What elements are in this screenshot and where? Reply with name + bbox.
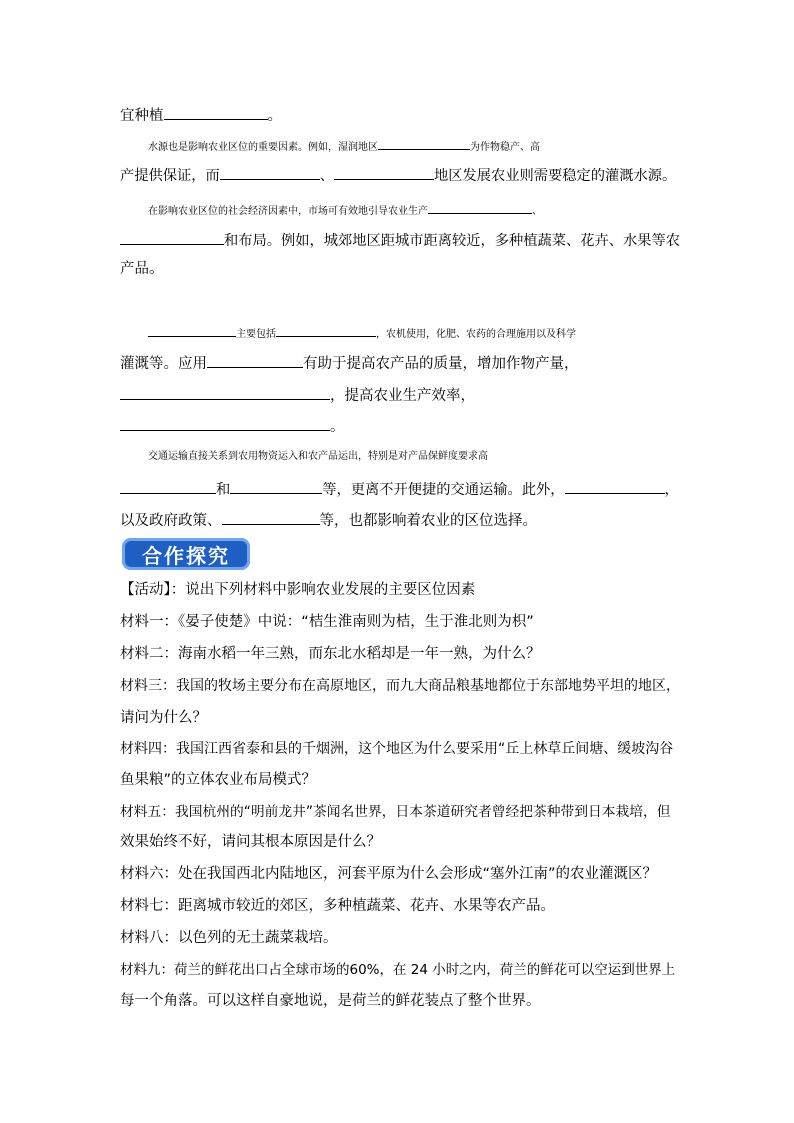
- text: 和: [216, 482, 231, 498]
- fill-line-7: [148, 321, 708, 341]
- blank[interactable]: [428, 198, 532, 214]
- blank[interactable]: [207, 352, 303, 368]
- material-2: 材料二：海南水稻一年三熟，而东北水稻却是一年一熟，为什么？: [120, 646, 541, 662]
- fill-line-1: [120, 104, 680, 124]
- material-4: 材料四：我国江西省泰和县的千烟洲，这个地区为什么要采用“丘上林草丘间塘、缓坡沟谷: [120, 741, 674, 757]
- material-3: 材料三：我国的牧场主要分布在高原地区，而九大商品粮基地都位于东部地势平坦的地区，: [120, 678, 680, 694]
- fill-line-8: [120, 352, 680, 372]
- text: 、: [319, 168, 335, 184]
- text: 为作物稳产、高: [470, 142, 540, 153]
- fill-line-12: [120, 478, 680, 498]
- text: 产提供保证，而: [120, 168, 220, 184]
- text: 在影响农业区位的社会经济因素中，市场可有效地引导农业生产: [148, 206, 428, 217]
- blank[interactable]: [220, 164, 320, 180]
- text: ，提高农业生产效率，: [330, 388, 475, 404]
- text: 有助于提高农产品的质量，增加作物产量，: [303, 356, 579, 372]
- material-9: 材料九：荷兰的鲜花出口占全球市场的60%，在 24 小时之内，荷兰的鲜花可以空运到世界上: [120, 962, 676, 978]
- material-8: 材料八：以色列的无土蔬菜栽培。: [120, 930, 338, 946]
- fill-line-3: [120, 164, 680, 184]
- material-3-cont: 请问为什么？: [120, 710, 207, 726]
- fill-line-10: [120, 415, 680, 435]
- fill-line-9: [120, 384, 680, 404]
- fill-line-2: [148, 134, 708, 154]
- material-7: 材料七：距离城市较近的郊区，多种植蔬菜、花卉、水果等农产品。: [120, 898, 555, 914]
- blank[interactable]: [120, 415, 330, 431]
- text: 、: [532, 206, 542, 217]
- blank[interactable]: [276, 321, 376, 337]
- fill-line-6: [120, 259, 680, 279]
- section-title-badge: [122, 538, 250, 570]
- blank[interactable]: [120, 384, 330, 400]
- blank[interactable]: [120, 229, 224, 245]
- blank[interactable]: [334, 164, 434, 180]
- material-5: 材料五：我国杭州的“明前龙井”茶闻名世界，日本茶道研究者曾经把茶种带到日本栽培，但: [120, 804, 671, 820]
- blank[interactable]: [230, 478, 322, 494]
- text: 。: [330, 419, 345, 435]
- text: 交通运输直接关系到农用物资运入和农产品运出，特别是对产品保鲜度要求高: [148, 451, 488, 462]
- fill-line-4: [148, 198, 708, 218]
- material-9-cont: 每一个角落。可以这样自豪地说，是荷兰的鲜花装点了整个世界。: [120, 993, 541, 1009]
- text: 宜种植: [120, 108, 164, 124]
- text: 和布局。例如，城郊地区距城市距离较近，多种植蔬菜、花卉、水果等农: [224, 233, 681, 249]
- activity-heading: 【活动】：说出下列材料中影响农业发展的主要区位因素: [120, 582, 476, 598]
- material-5-cont: 效果始终不好，请问其根本原因是什么？: [120, 834, 381, 850]
- text: 水源也是影响农业区位的重要因素。例如，湿润地区: [148, 142, 378, 153]
- text: 产品。: [120, 261, 164, 277]
- text: 。: [267, 108, 282, 124]
- text: 地区发展农业则需要稳定的灌溉水源。: [434, 168, 677, 184]
- section-title: 合作探究: [142, 543, 230, 568]
- material-6: 材料六：处在我国西北内陆地区，河套平原为什么会形成“塞外江南”的农业灌溉区？: [120, 866, 658, 882]
- blank[interactable]: [565, 478, 665, 494]
- blank[interactable]: [378, 134, 470, 150]
- blank[interactable]: [164, 104, 268, 120]
- text: ，: [664, 482, 679, 498]
- text: 等，更离不开便捷的交通运输。此外，: [322, 482, 565, 498]
- fill-line-11: [148, 447, 708, 467]
- blank[interactable]: [120, 478, 216, 494]
- fill-line-13: [120, 509, 680, 529]
- text: 灌溉等。应用: [120, 356, 207, 372]
- material-1: 材料一：《晏子使楚》中说：“桔生淮南则为桔，生于淮北则为枳”: [120, 614, 534, 630]
- text: ，农机使用，化肥、农药的合理施用以及科学: [376, 329, 576, 340]
- text: 以及政府政策、: [120, 513, 222, 529]
- text: 主要包括: [236, 329, 276, 340]
- material-4-cont: 鱼果粮”的立体农业布局模式？: [120, 772, 317, 788]
- blank[interactable]: [148, 321, 236, 337]
- blank[interactable]: [222, 509, 320, 525]
- fill-line-5: [120, 229, 680, 249]
- text: 等，也都影响着农业的区位选择。: [319, 513, 537, 529]
